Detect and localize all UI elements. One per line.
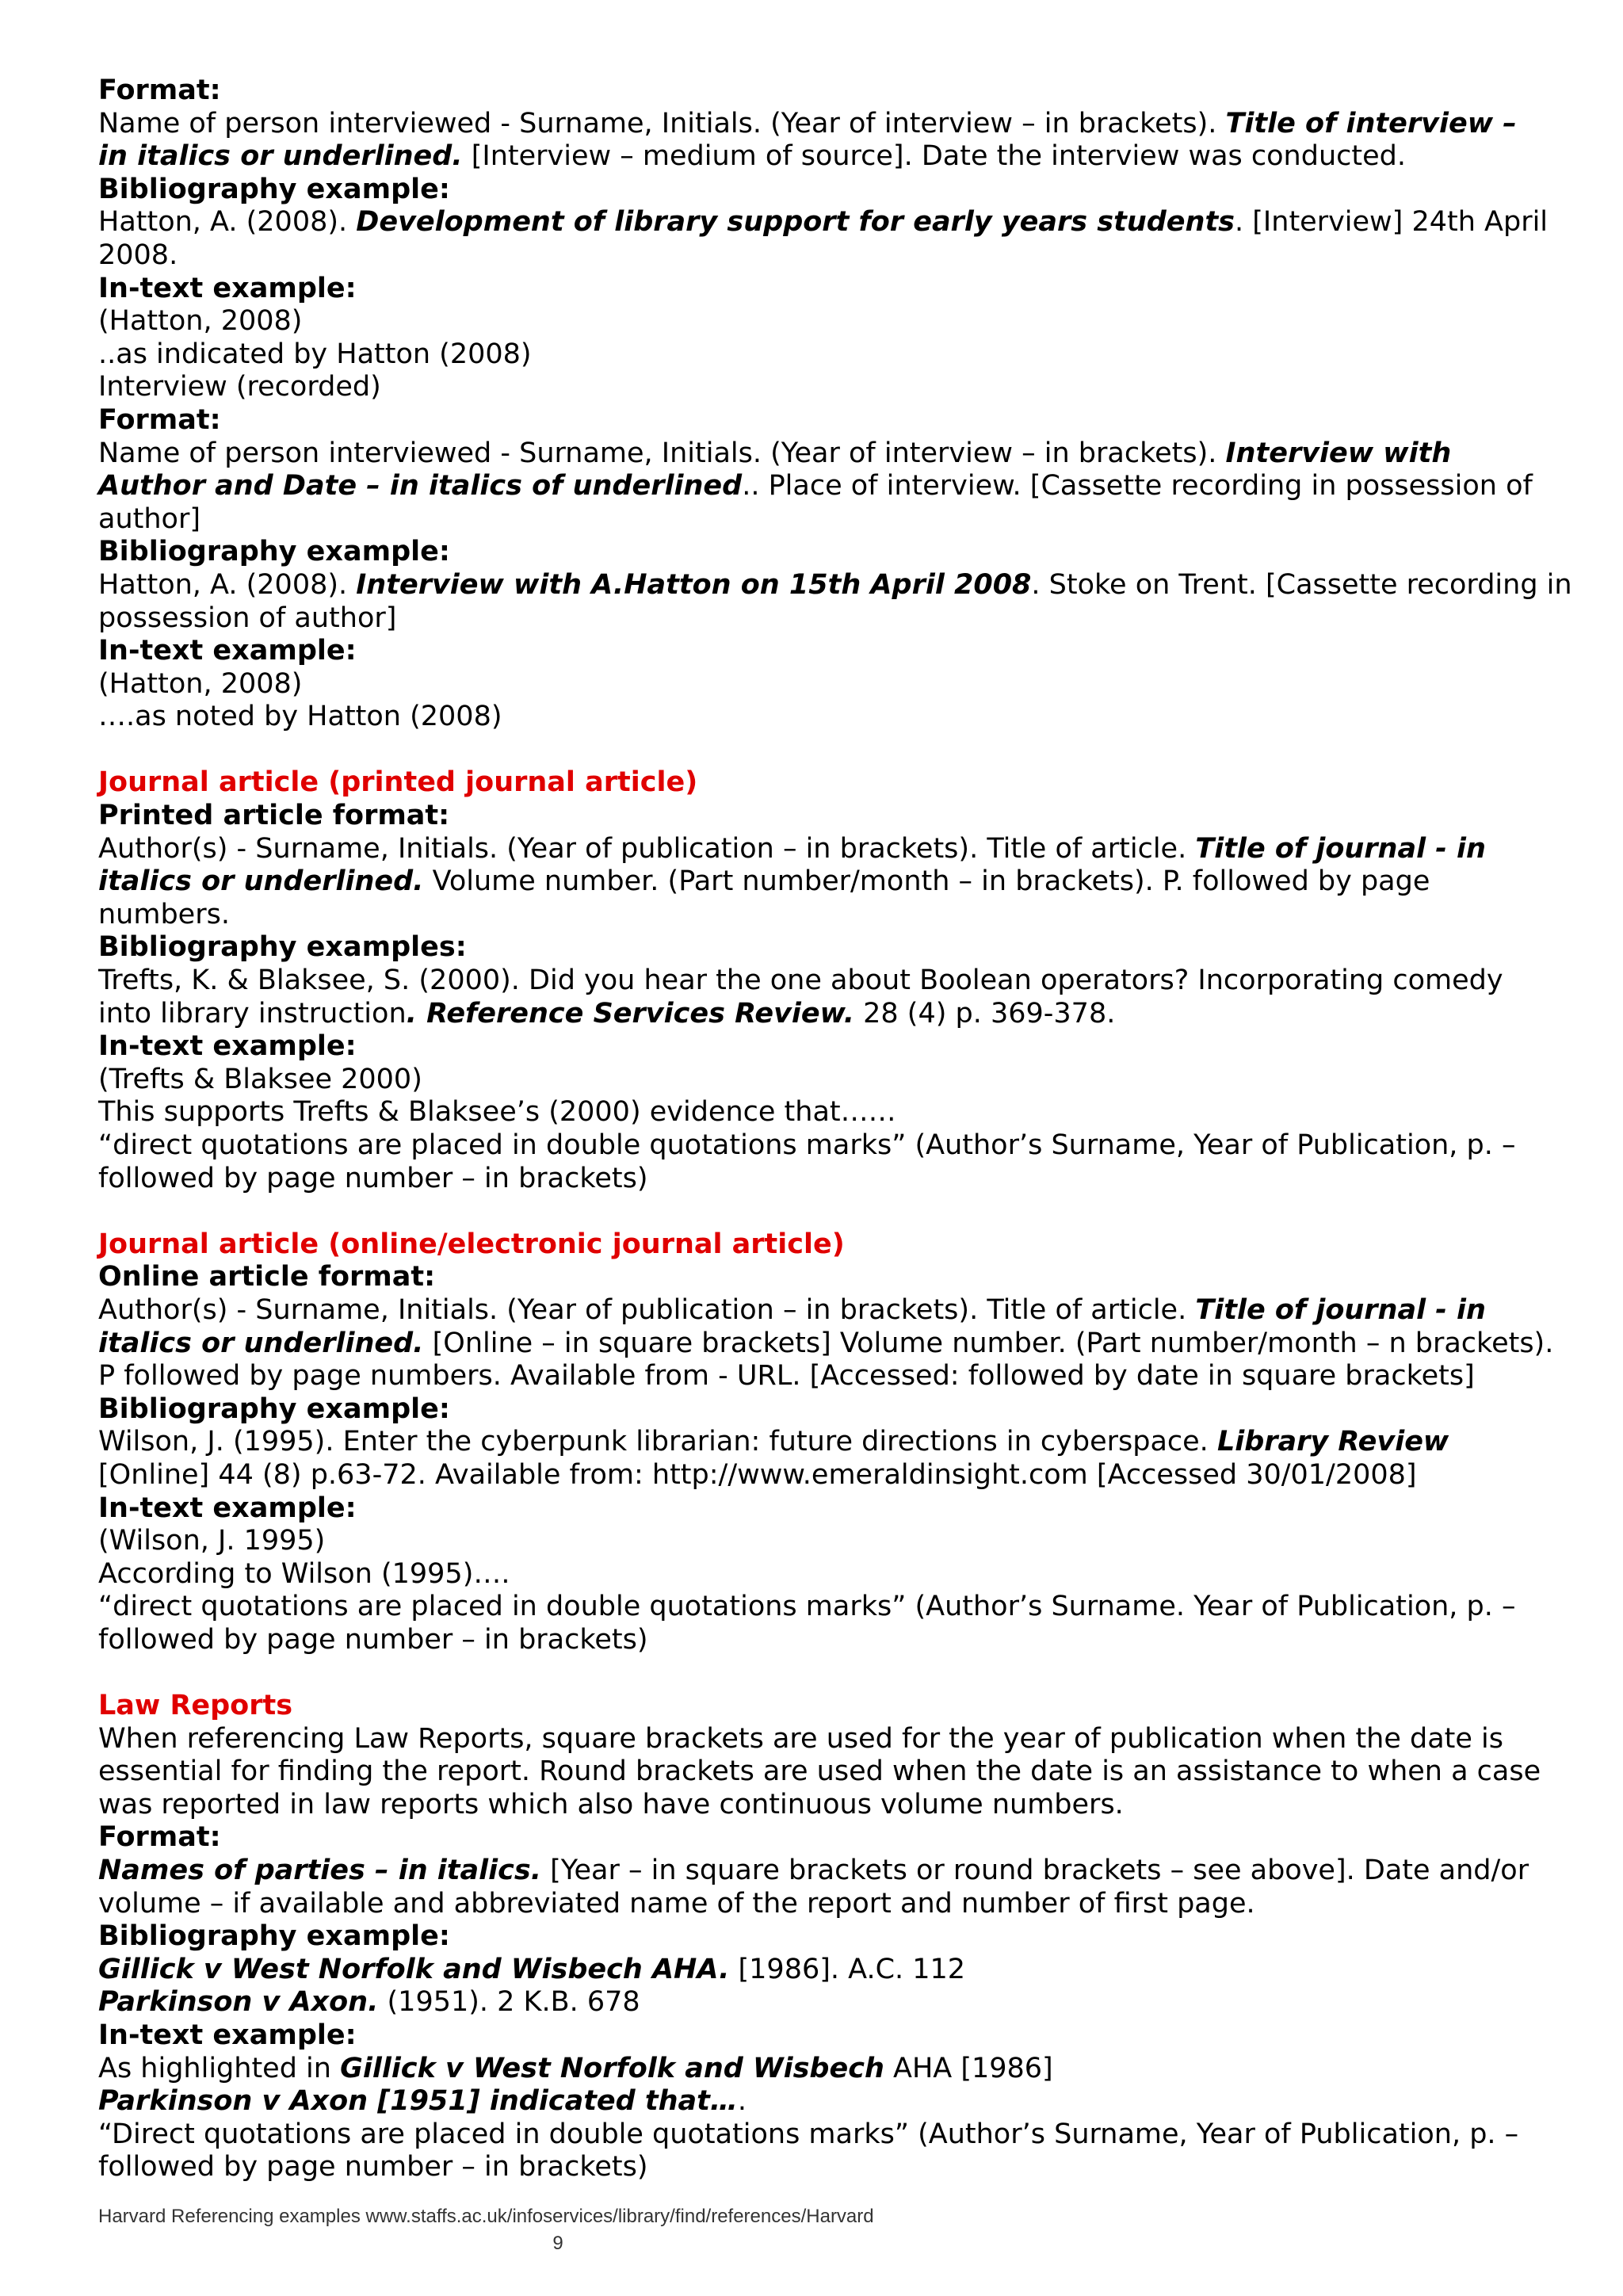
intext-line: According to Wilson (1995)….: [98, 1557, 510, 1590]
format-line: [98, 437, 1556, 471]
intro-line: was reported in law reports which also have continuous volume numbers.: [98, 1788, 1124, 1820]
intext-line: “Direct quotations are placed in double quotations marks” (Author’s Surname, Year of Publication, p. –: [98, 2118, 1519, 2150]
format-line: P followed by page numbers. Available from - URL. [Accessed: followed by date in square brackets]: [98, 1360, 1475, 1392]
format-label: Printed article format:: [98, 800, 450, 832]
intext-line: (Hatton, 2008): [98, 305, 303, 338]
intext-text: As highlighted in: [98, 2052, 341, 2084]
bibliography-label: Bibliography examples:: [98, 931, 467, 964]
format-emphasis: italics or underlined.: [98, 1327, 424, 1359]
format-emphasis: Title of interview –: [1225, 107, 1517, 139]
bibliography-label: Bibliography example:: [98, 536, 450, 568]
format-text: [Interview – medium of source]. Date the interview was conducted.: [462, 140, 1406, 173]
intext-line: “direct quotations are placed in double quotations marks” (Author’s Surname, Year of Publication, p. –: [98, 1129, 1516, 1161]
intext-label: In-text example:: [98, 2019, 357, 2052]
bibliography-line: [98, 1986, 1556, 2019]
format-line: [98, 470, 1556, 503]
format-label: Format:: [98, 403, 221, 436]
spacer: [98, 1195, 1556, 1228]
intext-line: ..as indicated by Hatton (2008): [98, 338, 532, 370]
format-text: .. Place of interview. [Cassette recording in possession of: [742, 470, 1533, 502]
format-emphasis: italics or underlined.: [98, 865, 424, 898]
intext-label: In-text example:: [98, 1492, 357, 1524]
intext-label: In-text example:: [98, 635, 357, 667]
case-name: Gillick v West Norfolk and Wisbech: [340, 2052, 884, 2084]
format-line: author]: [98, 502, 200, 535]
format-line: [98, 1294, 1556, 1328]
intro-line: When referencing Law Reports, square brackets are used for the year of publication when the date is: [98, 1722, 1504, 1755]
intext-line: followed by page number – in brackets): [98, 2151, 648, 2183]
bibliography-label: Bibliography example:: [98, 1920, 450, 1953]
bibliography-line: possession of author]: [98, 602, 397, 634]
format-text: Author(s) - Surname, Initials. (Year of publication – in brackets). Title of article.: [98, 1293, 1196, 1326]
bib-text: Hatton, A. (2008).: [98, 568, 357, 601]
bib-text: [1986]. A.C. 112: [729, 1953, 966, 1985]
page-footer: [98, 2206, 1018, 2255]
format-text: [Online – in square brackets] Volume number. (Part number/month – n brackets).: [423, 1327, 1554, 1359]
format-text: Author(s) - Surname, Initials. (Year of publication – in brackets). Title of article.: [98, 832, 1196, 865]
section-heading: Journal article (printed journal article): [98, 766, 698, 799]
intext-line: “direct quotations are placed in double quotations marks” (Author’s Surname. Year of Publication, p. –: [98, 1591, 1516, 1623]
intext-label: In-text example:: [98, 272, 357, 304]
format-text: Volume number. (Part number/month – in brackets). P. followed by page: [423, 865, 1430, 898]
format-label: Format:: [98, 1821, 221, 1854]
format-line: [98, 140, 1556, 174]
bib-text: . Stoke on Trent. [Cassette recording in: [1031, 568, 1572, 601]
format-line: numbers.: [98, 898, 230, 930]
intro-line: essential for finding the report. Round brackets are used when the date is an assistance to when a case: [98, 1755, 1541, 1788]
intext-label: In-text example:: [98, 1030, 357, 1063]
format-line: [98, 1855, 1556, 1888]
case-name: Gillick v West Norfolk and Wisbech AHA.: [98, 1953, 730, 1985]
page-number: 9: [552, 2233, 563, 2254]
format-text: Name of person interviewed - Surname, Initials. (Year of interview – in brackets).: [98, 107, 1226, 139]
format-text: Name of person interviewed - Surname, Initials. (Year of interview – in brackets).: [98, 437, 1226, 469]
format-line: [98, 833, 1556, 866]
format-emphasis: Interview with: [1225, 437, 1452, 469]
bibliography-line: [98, 1426, 1556, 1459]
bibliography-line: [98, 998, 1556, 1031]
intext-line: (Wilson, J. 1995): [98, 1525, 326, 1557]
format-text: [Year – in square brackets or round brackets – see above]. Date and/or: [541, 1855, 1529, 1887]
bib-text: 28 (4) p. 369-378.: [854, 997, 1116, 1030]
bib-title: Interview with A.Hatton on 15th April 2008: [356, 568, 1032, 601]
bib-title: . Reference Services Review.: [406, 997, 855, 1030]
intext-text: AHA [1986]: [884, 2052, 1053, 2084]
intext-line: (Hatton, 2008): [98, 667, 303, 700]
intext-line: This supports Trefts & Blaksee’s (2000) evidence that……: [98, 1096, 896, 1129]
format-line: volume – if available and abbreviated name of the report and number of first page.: [98, 1887, 1255, 1920]
bibliography-label: Bibliography example:: [98, 173, 450, 205]
bib-title: Library Review: [1216, 1426, 1449, 1458]
intext-line: ….as noted by Hatton (2008): [98, 701, 502, 733]
format-label: Online article format:: [98, 1261, 436, 1293]
format-emphasis: in italics or underlined.: [98, 140, 463, 173]
bibliography-line: [98, 206, 1556, 239]
bib-title: Development of library support for early years students: [356, 206, 1235, 239]
spacer: [98, 734, 1556, 767]
bibliography-line: Trefts, K. & Blaksee, S. (2000). Did you hear the one about Boolean operators? Incorporating comedy: [98, 965, 1503, 997]
bib-text: into library instruction: [98, 997, 407, 1030]
format-line: [98, 1328, 1556, 1361]
bibliography-line: [98, 568, 1572, 602]
case-name: Parkinson v Axon.: [98, 1986, 379, 2019]
spacer: [98, 1657, 1556, 1690]
document-body: [98, 74, 1572, 2184]
format-label: Format:: [98, 74, 221, 106]
format-line: [98, 108, 1556, 141]
intext-line: [98, 2053, 1556, 2086]
format-emphasis: Title of journal - in: [1195, 1293, 1486, 1326]
bibliography-label: Bibliography example:: [98, 1392, 450, 1425]
bib-text: . [Interview] 24th April: [1235, 206, 1549, 239]
intext-line: [98, 2085, 1556, 2118]
bib-text: Wilson, J. (1995). Enter the cyberpunk librarian: future directions in cyberspace.: [98, 1426, 1217, 1458]
bibliography-line: 2008.: [98, 239, 178, 271]
format-emphasis: Author and Date – in italics of underlined: [98, 470, 743, 502]
format-line: [98, 865, 1556, 899]
section-heading: Law Reports: [98, 1690, 293, 1722]
section-heading: Journal article (online/electronic journal article): [98, 1228, 845, 1260]
intext-line: followed by page number – in brackets): [98, 1162, 648, 1194]
bibliography-line: [Online] 44 (8) p.63-72. Available from: http://www.emeraldinsight.com [Accessed 30/01/2008]: [98, 1458, 1417, 1491]
format-emphasis: Title of journal - in: [1195, 832, 1486, 865]
intext-line: followed by page number – in brackets): [98, 1623, 648, 1656]
intext-line: (Trefts & Blaksee 2000): [98, 1063, 422, 1095]
intext-text: .: [737, 2085, 747, 2118]
bib-text: Hatton, A. (2008).: [98, 206, 357, 239]
subsection-title: Interview (recorded): [98, 371, 381, 403]
bibliography-line: [98, 1954, 1556, 1987]
footer-text: Harvard Referencing examples www.staffs.ac.uk/infoservices/library/find/references/Harvard: [98, 2206, 874, 2227]
bib-text: (1951). 2 K.B. 678: [378, 1986, 640, 2019]
case-name: Parkinson v Axon [1951] indicated that…: [98, 2085, 738, 2118]
format-emphasis: Names of parties – in italics.: [98, 1855, 542, 1887]
